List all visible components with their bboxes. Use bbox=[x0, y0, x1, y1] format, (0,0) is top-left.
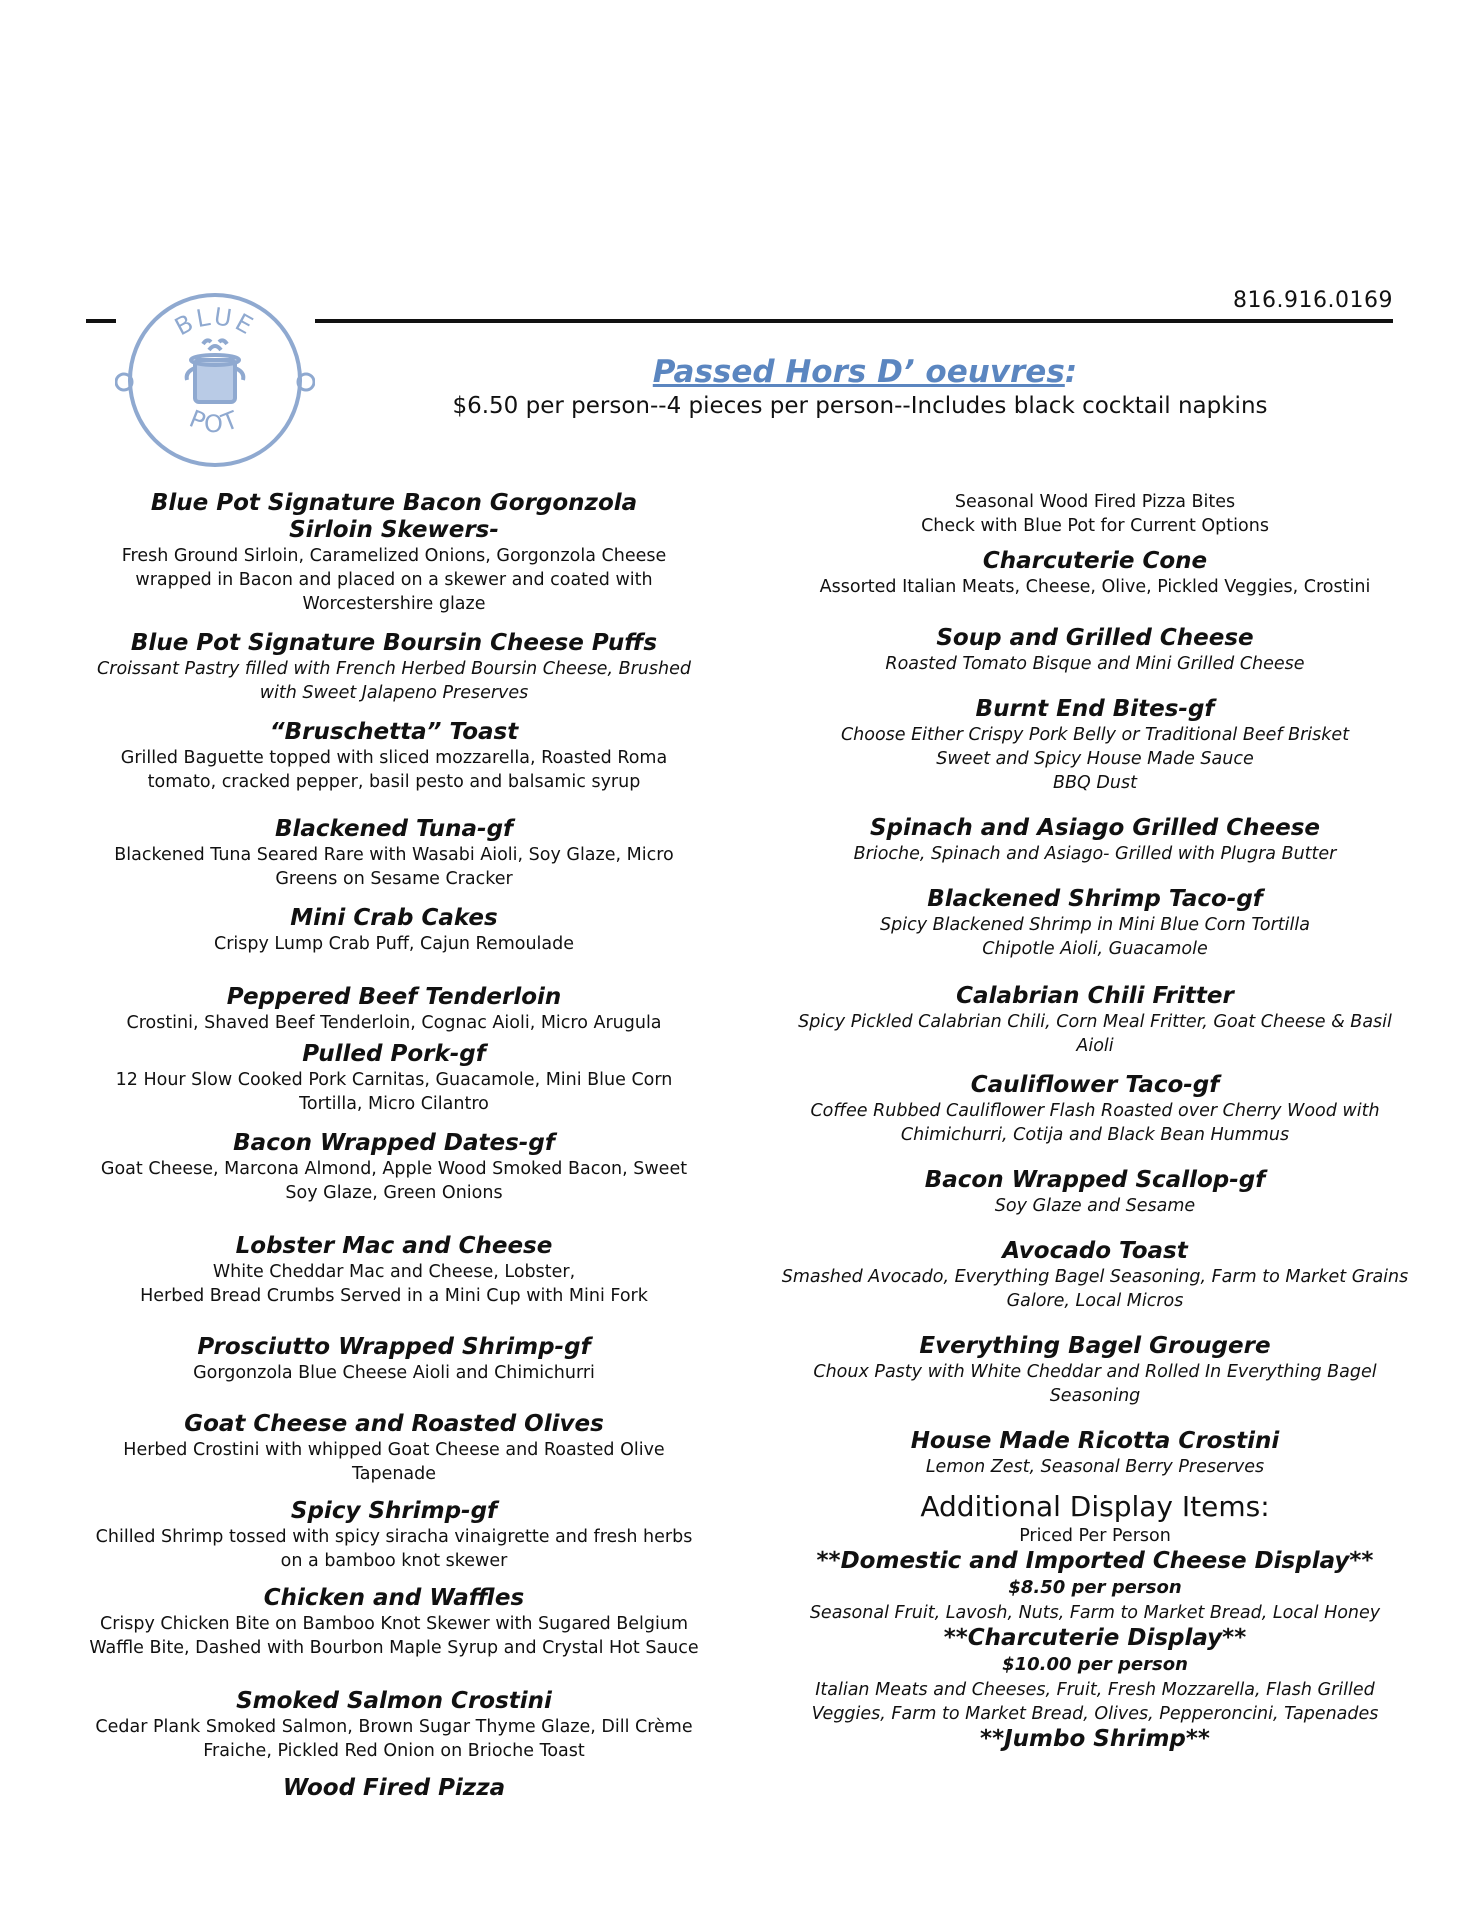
menu-item bbox=[86, 1041, 702, 1116]
menu-item bbox=[86, 1585, 702, 1660]
item-name: Chicken and Waffles bbox=[263, 1585, 525, 1611]
right-column bbox=[780, 490, 1410, 1753]
item-description: Check with Blue Pot for Current Options bbox=[921, 516, 1269, 536]
menu-item bbox=[86, 1233, 702, 1308]
menu-item bbox=[780, 490, 1410, 538]
item-description: Seasonal Wood Fired Pizza Bites bbox=[954, 492, 1236, 512]
display-price: $10.00 per person bbox=[1002, 1654, 1188, 1675]
logo-text-bottom: POT bbox=[185, 404, 245, 439]
left-column bbox=[86, 490, 702, 1802]
item-description: Soy Glaze and Sesame bbox=[994, 1196, 1196, 1216]
menu-item bbox=[86, 1688, 702, 1763]
item-description: Choux Pasty with White Cheddar and Rolled In Everything Bagel Seasoning bbox=[813, 1362, 1377, 1406]
menu-item bbox=[86, 1130, 702, 1205]
menu-item bbox=[780, 625, 1410, 676]
item-description: Sweet and Spicy House Made Sauce bbox=[936, 749, 1254, 769]
menu-item bbox=[86, 984, 702, 1035]
item-description: Croissant Pastry filled with French Herbed Boursin Cheese, Brushed with Sweet Jalapeno Preserves bbox=[97, 659, 691, 703]
item-name: Prosciutto Wrapped Shrimp-gf bbox=[197, 1334, 591, 1360]
item-description: Roasted Tomato Bisque and Mini Grilled Cheese bbox=[885, 654, 1305, 674]
item-description: Spicy Blackened Shrimp in Mini Blue Corn Tortilla bbox=[880, 915, 1310, 935]
display-name: **Domestic and Imported Cheese Display** bbox=[816, 1548, 1374, 1574]
item-name: Spinach and Asiago Grilled Cheese bbox=[869, 815, 1321, 841]
item-description: Cedar Plank Smoked Salmon, Brown Sugar Thyme Glaze, Dill Crème Fraiche, Pickled Red Onion on Brioche Toast bbox=[95, 1717, 693, 1761]
display-name: **Charcuterie Display** bbox=[943, 1625, 1247, 1651]
logo-text-top: BLUE bbox=[170, 302, 261, 342]
item-name: Blackened Tuna-gf bbox=[274, 816, 514, 842]
additional-display-section bbox=[780, 1489, 1410, 1753]
menu-item bbox=[86, 630, 702, 705]
menu-item bbox=[780, 1072, 1410, 1147]
display-price: $8.50 per person bbox=[1008, 1577, 1182, 1598]
menu-item bbox=[86, 1775, 702, 1802]
item-name: Everything Bagel Grougere bbox=[919, 1333, 1271, 1359]
item-name: Mini Crab Cakes bbox=[290, 905, 498, 931]
item-name: Smoked Salmon Crostini bbox=[236, 1688, 552, 1714]
item-description: 12 Hour Slow Cooked Pork Carnitas, Guacamole, Mini Blue Corn Tortilla, Micro Cilantro bbox=[115, 1070, 673, 1114]
item-name: Soup and Grilled Cheese bbox=[936, 625, 1254, 651]
menu-item bbox=[780, 815, 1410, 866]
item-description: Herbed Bread Crumbs Served in a Mini Cup with Mini Fork bbox=[140, 1286, 648, 1306]
menu-item bbox=[780, 1167, 1410, 1218]
menu-item bbox=[780, 696, 1410, 795]
item-name: Lobster Mac and Cheese bbox=[235, 1233, 553, 1259]
item-name: Bacon Wrapped Dates-gf bbox=[233, 1130, 555, 1156]
item-name: Charcuterie Cone bbox=[982, 548, 1208, 574]
menu-item bbox=[780, 548, 1410, 599]
menu-item bbox=[86, 905, 702, 956]
item-name: “Bruschetta” Toast bbox=[269, 719, 519, 745]
display-desc: Italian Meats and Cheeses, Fruit, Fresh Mozzarella, Flash Grilled Veggies, Farm to Market Bread, Olives, Pepperoncini, Tapenades bbox=[811, 1680, 1379, 1724]
additional-title: Additional Display Items: bbox=[920, 1490, 1270, 1523]
item-name: Avocado Toast bbox=[1002, 1238, 1188, 1264]
menu-item bbox=[86, 490, 702, 616]
item-description: Gorgonzola Blue Cheese Aioli and Chimichurri bbox=[193, 1363, 595, 1383]
item-name: Bacon Wrapped Scallop-gf bbox=[924, 1167, 1266, 1193]
item-name: House Made Ricotta Crostini bbox=[910, 1428, 1280, 1454]
item-description: Goat Cheese, Marcona Almond, Apple Wood Smoked Bacon, Sweet Soy Glaze, Green Onions bbox=[100, 1159, 688, 1203]
item-description: Chilled Shrimp tossed with spicy siracha vinaigrette and fresh herbs on a bamboo knot skewer bbox=[95, 1527, 693, 1571]
menu-item bbox=[86, 816, 702, 891]
item-description: Coffee Rubbed Cauliflower Flash Roasted over Cherry Wood with Chimichurri, Cotija and Black Bean Hummus bbox=[810, 1101, 1380, 1145]
menu-item bbox=[780, 1428, 1410, 1479]
item-description: Crispy Lump Crab Puff, Cajun Remoulade bbox=[214, 934, 574, 954]
item-description: Smashed Avocado, Everything Bagel Seasoning, Farm to Market Grains Galore, Local Micros bbox=[781, 1267, 1409, 1311]
item-description: BBQ Dust bbox=[1053, 773, 1137, 793]
menu-item bbox=[86, 1334, 702, 1385]
item-name: Wood Fired Pizza bbox=[282, 1775, 506, 1801]
item-description: Crispy Chicken Bite on Bamboo Knot Skewer with Sugared Belgium Waffle Bite, Dashed with Bourbon Maple Syrup and Crystal Hot Sauce bbox=[89, 1614, 699, 1658]
item-description: Lemon Zest, Seasonal Berry Preserves bbox=[925, 1457, 1265, 1477]
phone-number: 816.916.0169 bbox=[1233, 288, 1393, 313]
menu-item bbox=[86, 719, 702, 794]
item-name: Spicy Shrimp-gf bbox=[290, 1498, 498, 1524]
item-description: Blackened Tuna Seared Rare with Wasabi Aioli, Soy Glaze, Micro Greens on Sesame Cracker bbox=[114, 845, 674, 889]
item-description: Crostini, Shaved Beef Tenderloin, Cognac Aioli, Micro Arugula bbox=[126, 1013, 662, 1033]
item-description: Assorted Italian Meats, Cheese, Olive, Pickled Veggies, Crostini bbox=[819, 577, 1371, 597]
item-description: White Cheddar Mac and Cheese, Lobster, bbox=[212, 1262, 576, 1282]
header-rule-left bbox=[86, 319, 116, 323]
menu-item bbox=[780, 1333, 1410, 1408]
item-description: Herbed Crostini with whipped Goat Cheese and Roasted Olive Tapenade bbox=[123, 1440, 665, 1484]
pricing-note: $6.50 per person--4 pieces per person--Includes black cocktail napkins bbox=[452, 393, 1268, 419]
item-description: Brioche, Spinach and Asiago- Grilled with Plugra Butter bbox=[853, 844, 1337, 864]
menu-item bbox=[780, 1238, 1410, 1313]
menu-item bbox=[86, 1411, 702, 1486]
item-name: Pulled Pork-gf bbox=[302, 1041, 486, 1067]
item-name: Blue Pot Signature Boursin Cheese Puffs bbox=[130, 630, 658, 656]
item-description: Choose Either Crispy Pork Belly or Traditional Beef Brisket bbox=[840, 725, 1350, 745]
page-title: Passed Hors D’ oeuvres: bbox=[652, 354, 1078, 390]
item-name: Blue Pot Signature Bacon Gorgonzola Sirloin Skewers- bbox=[150, 490, 638, 543]
item-description: Spicy Pickled Calabrian Chili, Corn Meal Fritter, Goat Cheese & Basil Aioli bbox=[798, 1012, 1392, 1056]
item-description: Grilled Baguette topped with sliced mozzarella, Roasted Roma tomato, cracked pepper, basil pesto and balsamic syrup bbox=[120, 748, 668, 792]
item-name: Peppered Beef Tenderloin bbox=[226, 984, 562, 1010]
item-description: Fresh Ground Sirloin, Caramelized Onions, Gorgonzola Cheese wrapped in Bacon and placed on a skewer and coated with Worcestershire glaze bbox=[121, 546, 667, 614]
item-name: Burnt End Bites-gf bbox=[975, 696, 1215, 722]
menu-item bbox=[86, 1498, 702, 1573]
additional-subtitle: Priced Per Person bbox=[1019, 1526, 1171, 1546]
display-desc: Seasonal Fruit, Lavosh, Nuts, Farm to Market Bread, Local Honey bbox=[809, 1603, 1381, 1623]
item-name: Blackened Shrimp Taco-gf bbox=[927, 886, 1263, 912]
menu-item bbox=[780, 983, 1410, 1058]
header-rule-right bbox=[315, 319, 1393, 323]
item-name: Cauliflower Taco-gf bbox=[970, 1072, 1220, 1098]
display-name: **Jumbo Shrimp** bbox=[980, 1726, 1210, 1752]
item-description: Chipotle Aioli, Guacamole bbox=[982, 939, 1208, 959]
item-name: Goat Cheese and Roasted Olives bbox=[184, 1411, 604, 1437]
menu-item bbox=[780, 886, 1410, 961]
item-name: Calabrian Chili Fritter bbox=[956, 983, 1234, 1009]
